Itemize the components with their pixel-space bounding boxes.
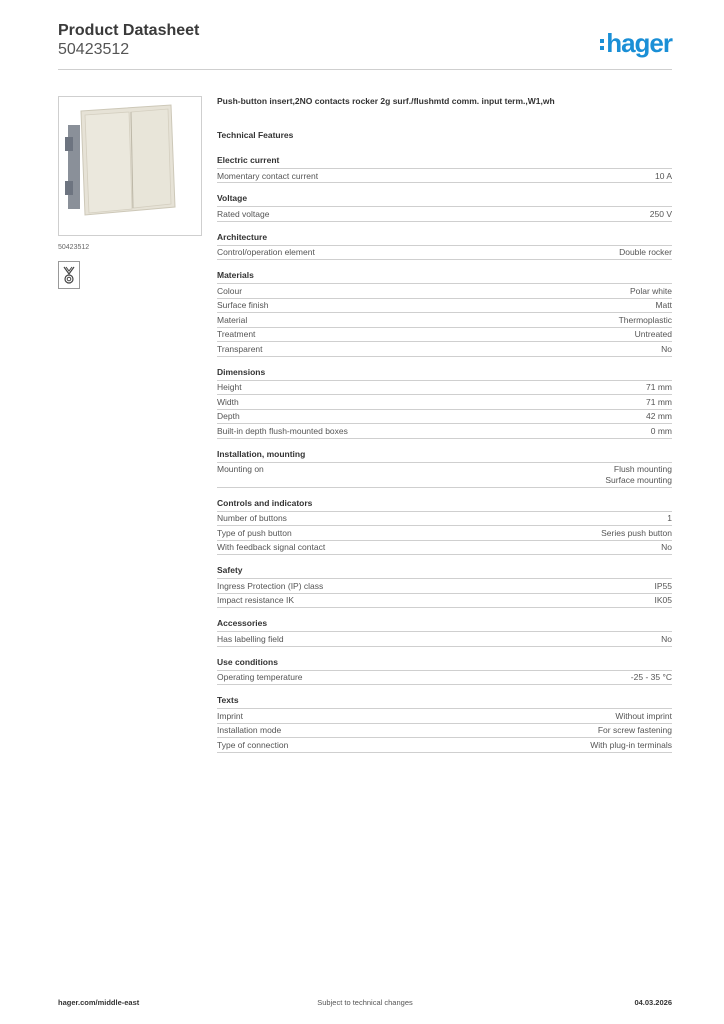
- feature-row: [217, 299, 672, 313]
- feature-value-line: 0 mm: [650, 425, 672, 436]
- feature-value-line: 71 mm: [646, 382, 672, 393]
- feature-label: Momentary contact current: [217, 170, 319, 181]
- feature-label: With feedback signal contact: [217, 542, 326, 553]
- feature-value: [619, 315, 672, 326]
- feature-label: Built-in depth flush-mounted boxes: [217, 425, 348, 436]
- feature-label: Width: [217, 396, 239, 407]
- feature-row: [217, 632, 672, 646]
- feature-row: [217, 313, 672, 327]
- feature-row: [217, 342, 672, 356]
- feature-section: [217, 498, 672, 555]
- feature-value: [590, 740, 672, 751]
- feature-row: [217, 724, 672, 738]
- feature-label: Material: [217, 314, 248, 325]
- feature-value: [601, 528, 672, 539]
- feature-value: [655, 171, 672, 182]
- page-title: Product Datasheet: [58, 22, 200, 39]
- feature-label: Control/operation element: [217, 247, 315, 258]
- feature-row: [217, 284, 672, 298]
- feature-label: Number of buttons: [217, 513, 287, 524]
- feature-value-line: -25 - 35 °C: [630, 672, 672, 683]
- feature-value: [619, 247, 672, 258]
- section-title: Voltage: [217, 193, 672, 207]
- feature-label: Operating temperature: [217, 672, 303, 683]
- feature-row: [217, 579, 672, 593]
- feature-value: [661, 344, 672, 355]
- technical-features-title: Technical Features: [217, 130, 294, 140]
- hager-logo: [600, 30, 672, 56]
- feature-value-line: No: [661, 633, 672, 644]
- feature-row: [217, 526, 672, 540]
- product-description: Push-button insert,2NO contacts rocker 2g surf./flushmtd comm. input term.,W1,wh: [217, 96, 555, 106]
- feature-value: [650, 209, 672, 220]
- feature-label: Colour: [217, 285, 243, 296]
- feature-label: Imprint: [217, 710, 243, 721]
- feature-value-line: Untreated: [634, 329, 672, 340]
- feature-value: [615, 711, 672, 722]
- image-caption: 50423512: [58, 244, 90, 251]
- feature-row: [217, 541, 672, 555]
- product-media: [58, 96, 202, 289]
- feature-row: [217, 594, 672, 608]
- feature-value: [646, 397, 672, 408]
- product-image: [58, 96, 202, 236]
- feature-section: [217, 618, 672, 646]
- feature-label: Installation mode: [217, 725, 282, 736]
- feature-value: [651, 426, 672, 437]
- feature-section: [217, 155, 672, 183]
- feature-row: [217, 512, 672, 526]
- feature-value: [598, 725, 672, 736]
- footer-date: 04.03.2026: [634, 998, 672, 1007]
- feature-value-line: 10 A: [654, 170, 672, 181]
- feature-value: [605, 464, 672, 485]
- section-title: Accessories: [217, 618, 672, 632]
- feature-value-line: No: [661, 542, 672, 553]
- feature-value-line: Double rocker: [619, 247, 672, 258]
- section-title: Texts: [217, 695, 672, 709]
- section-title: Safety: [217, 565, 672, 579]
- feature-value-line: IK05: [654, 595, 672, 606]
- feature-value: [661, 634, 672, 645]
- feature-row: [217, 671, 672, 685]
- logo-dots-icon: [600, 39, 604, 50]
- product-details: [217, 96, 672, 763]
- feature-value-line: No: [661, 343, 672, 354]
- feature-label: Rated voltage: [217, 208, 270, 219]
- feature-label: Treatment: [217, 329, 256, 340]
- feature-label: Has labelling field: [217, 633, 284, 644]
- product-number: 50423512: [58, 41, 130, 58]
- feature-value-line: Surface mounting: [605, 474, 672, 485]
- feature-label: Type of connection: [217, 739, 289, 750]
- feature-value-line: Series push button: [601, 527, 672, 538]
- feature-label: Depth: [217, 411, 240, 422]
- feature-value-line: For screw fastening: [597, 725, 672, 736]
- feature-section: [217, 565, 672, 608]
- feature-value-line: Flush mounting: [613, 464, 672, 475]
- feature-row: [217, 424, 672, 438]
- feature-value-line: Polar white: [629, 285, 672, 296]
- feature-section: [217, 657, 672, 685]
- feature-label: Surface finish: [217, 300, 269, 311]
- feature-value-line: Matt: [655, 300, 672, 311]
- feature-sections: [217, 155, 672, 753]
- feature-row: [217, 207, 672, 221]
- feature-row: [217, 395, 672, 409]
- feature-label: Ingress Protection (IP) class: [217, 580, 324, 591]
- feature-row: [217, 709, 672, 723]
- footer-disclaimer: Subject to technical changes: [317, 998, 413, 1007]
- section-title: Electric current: [217, 155, 672, 169]
- feature-value-line: IP55: [654, 580, 672, 591]
- feature-value: [646, 382, 672, 393]
- feature-value: [655, 581, 673, 592]
- feature-value-line: 42 mm: [646, 411, 672, 422]
- feature-value-line: 250 V: [649, 208, 672, 219]
- feature-row: [217, 463, 672, 488]
- section-title: Architecture: [217, 232, 672, 246]
- feature-row: [217, 738, 672, 752]
- section-title: Use conditions: [217, 657, 672, 671]
- certification-mark-icon: [58, 261, 80, 289]
- feature-value-line: Without imprint: [615, 710, 672, 721]
- feature-label: Mounting on: [217, 464, 264, 475]
- feature-row: [217, 381, 672, 395]
- feature-value-line: 1: [667, 513, 672, 524]
- feature-row: [217, 410, 672, 424]
- footer-website: hager.com/middle-east: [58, 998, 140, 1007]
- section-title: Dimensions: [217, 367, 672, 381]
- feature-section: [217, 232, 672, 260]
- feature-section: [217, 193, 672, 221]
- feature-value: [635, 329, 672, 340]
- feature-row: [217, 328, 672, 342]
- feature-section: [217, 270, 672, 356]
- feature-value-line: Thermoplastic: [618, 314, 672, 325]
- feature-section: [217, 449, 672, 488]
- feature-value-line: 71 mm: [646, 396, 672, 407]
- feature-value: [631, 672, 672, 683]
- feature-value: [655, 300, 672, 311]
- feature-section: [217, 695, 672, 752]
- page-footer: [58, 998, 672, 1012]
- feature-row: [217, 169, 672, 183]
- page-header: [58, 22, 672, 70]
- logo-text: hager: [606, 28, 672, 58]
- feature-value: [667, 513, 672, 524]
- feature-value: [646, 411, 672, 422]
- push-button-insert-icon: [59, 97, 202, 236]
- feature-label: Height: [217, 382, 242, 393]
- section-title: Controls and indicators: [217, 498, 672, 512]
- feature-value: [630, 286, 672, 297]
- feature-label: Type of push button: [217, 527, 292, 538]
- feature-value: [661, 542, 672, 553]
- section-title: Materials: [217, 270, 672, 284]
- feature-label: Impact resistance IK: [217, 595, 295, 606]
- feature-section: [217, 367, 672, 439]
- section-title: Installation, mounting: [217, 449, 672, 463]
- feature-label: Transparent: [217, 343, 263, 354]
- feature-row: [217, 246, 672, 260]
- feature-value: [655, 595, 673, 606]
- feature-value-line: With plug-in terminals: [590, 739, 672, 750]
